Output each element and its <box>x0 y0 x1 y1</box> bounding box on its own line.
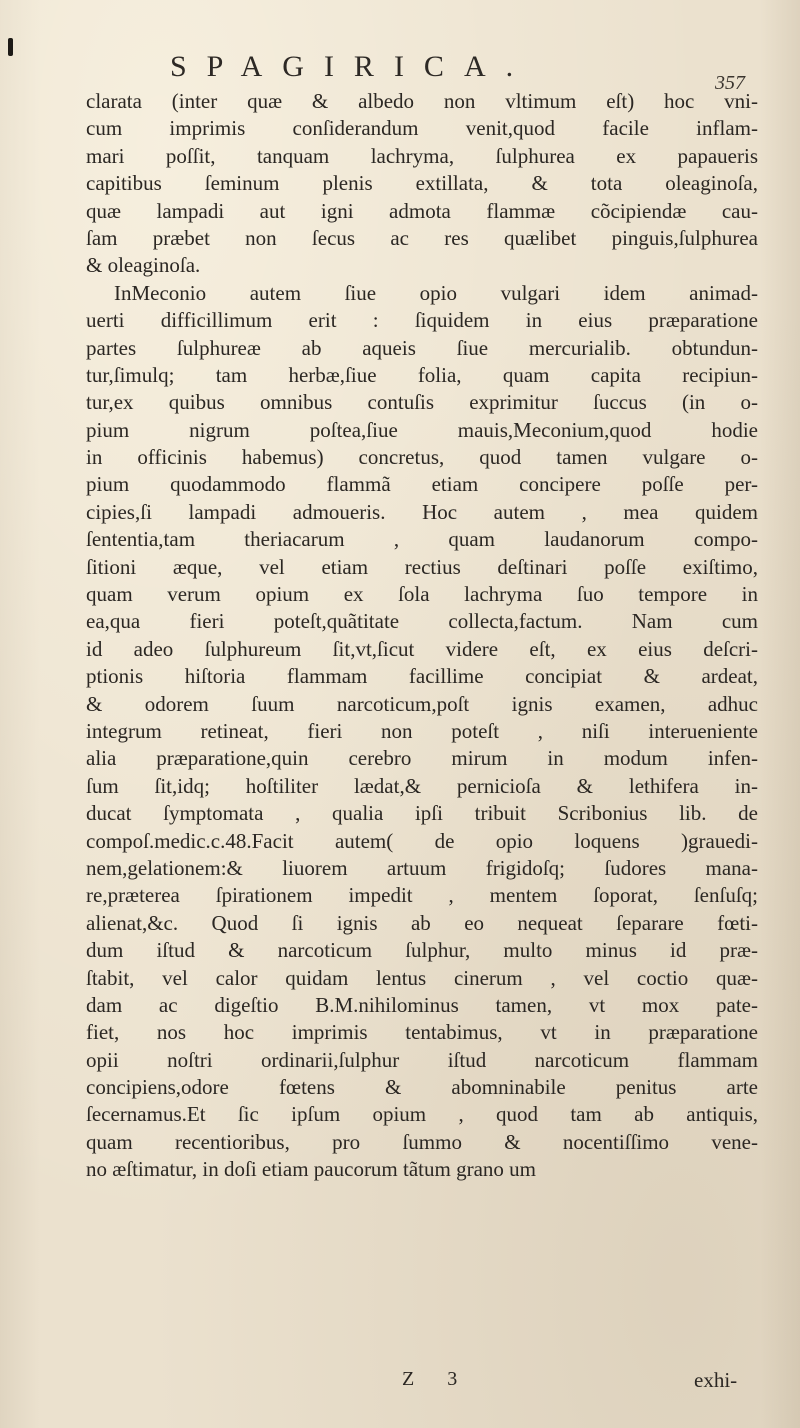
text-line: tur,ex quibus omnibus contuſis exprimitur ſuccus (in o- <box>86 390 758 415</box>
text-line: re,præterea ſpirationem impedit , mentem ſoporat, ſenſuſq; <box>86 883 758 908</box>
text-line: uerti difficillimum erit : ſiquidem in eius præparatione <box>86 308 758 333</box>
text-line: mari poſſit, tanquam lachryma, ſulphurea ex papaueris <box>86 143 758 168</box>
text-line: dam ac digeſtio B.M.nihilominus tamen, vt mox pate- <box>86 992 758 1017</box>
page-number: 357 <box>715 72 745 94</box>
text-line: ſum ſit,idq; hoſtiliter lædat,& pernicioſa & lethifera in- <box>86 773 758 798</box>
text-line: alienat,&c. Quod ſi ignis ab eo nequeat ſeparare fœti- <box>86 910 758 935</box>
text-line: pium nigrum poſtea,ſiue mauis,Meconium,quod hodie <box>86 417 758 442</box>
text-line: fiet, nos hoc imprimis tentabimus, vt in præparatione <box>86 1020 758 1045</box>
catchword: exhi- <box>694 1368 738 1392</box>
text-line: ſententia,tam theriacarum , quam laudanorum compo- <box>86 527 758 552</box>
text-line: quam verum opium ex ſola lachryma ſuo tempore in <box>86 582 758 607</box>
text-line: pium quodammodo flammã etiam concipere poſſe per- <box>86 472 758 497</box>
text-line: & odorem ſuum narcoticum,poſt ignis examen, adhuc <box>86 691 758 716</box>
text-line: no æſtimatur, in doſi etiam paucorum tãtum grano um <box>86 1157 536 1182</box>
text-line: quam recentioribus, pro ſummo & nocentiſſimo vene- <box>86 1129 758 1154</box>
text-line: quæ lampadi aut igni admota flammæ cõcipiendæ cau- <box>86 198 758 223</box>
text-line: compoſ.medic.c.48.Facit autem( de opio loquens )grauedi- <box>86 828 758 853</box>
signature-mark: Z 3 <box>402 1368 472 1390</box>
text-line: nem,gelationem:& liuorem artuum frigidoſq; ſudores mana- <box>86 855 758 880</box>
text-line: ſtabit, vel calor quidam lentus cinerum , vel coctio quæ- <box>86 965 758 990</box>
text-line: ducat ſymptomata , qualia ipſi tribuit Scribonius lib. de <box>86 801 758 826</box>
page-header <box>0 50 800 94</box>
text-line: concipiens,odore fœtens & abomninabile penitus arte <box>86 1075 758 1100</box>
text-line: ſecernamus.Et ſic ipſum opium , quod tam ab antiquis, <box>86 1102 758 1127</box>
text-line: ſitioni æque, vel etiam rectius deſtinari poſſe exiſtimo, <box>86 554 758 579</box>
text-line: alia præparatione,quin cerebro mirum in modum infen- <box>86 746 758 771</box>
text-line: integrum retineat, fieri non poteſt , niſi interueniente <box>86 718 758 743</box>
text-line: InMeconio autem ſiue opio vulgari idem animad- <box>114 280 758 305</box>
text-line: id adeo ſulphureum ſit,vt,ſicut videre eſt, ex eius deſcri- <box>86 636 758 661</box>
text-line: ptionis hiſtoria flammam facillime concipiat & ardeat, <box>86 664 758 689</box>
text-line: cum imprimis conſiderandum venit,quod facile inflam- <box>86 116 758 141</box>
text-line: ea,qua fieri poteſt,quãtitate collecta,factum. Nam cum <box>86 609 758 634</box>
text-line: dum iſtud & narcoticum ſulphur, multo minus id præ- <box>86 938 758 963</box>
text-line: tur,ſimulq; tam herbæ,ſiue folia, quam capita recipiun- <box>86 362 758 387</box>
body-text <box>86 88 758 1184</box>
text-line: opii noſtri ordinarii,ſulphur iſtud narcoticum flammam <box>86 1047 758 1072</box>
text-line: in officinis habemus) concretus, quod tamen vulgare o- <box>86 445 758 470</box>
text-line: & oleaginoſa. <box>86 253 201 278</box>
text-line: partes ſulphureæ ab aqueis ſiue mercurialib. obtundun- <box>86 335 758 360</box>
text-line: ſam præbet non ſecus ac res quælibet pinguis,ſulphurea <box>86 225 758 250</box>
page-footer <box>0 1368 800 1398</box>
running-title: SPAGIRICA. <box>170 50 534 83</box>
text-line: cipies,ſi lampadi admoueris. Hoc autem , mea quidem <box>86 499 758 524</box>
text-line: capitibus ſeminum plenis extillata, & tota oleaginoſa, <box>86 171 758 196</box>
text-line: clarata (inter quæ & albedo non vltimum eſt) hoc vni- <box>86 89 758 113</box>
